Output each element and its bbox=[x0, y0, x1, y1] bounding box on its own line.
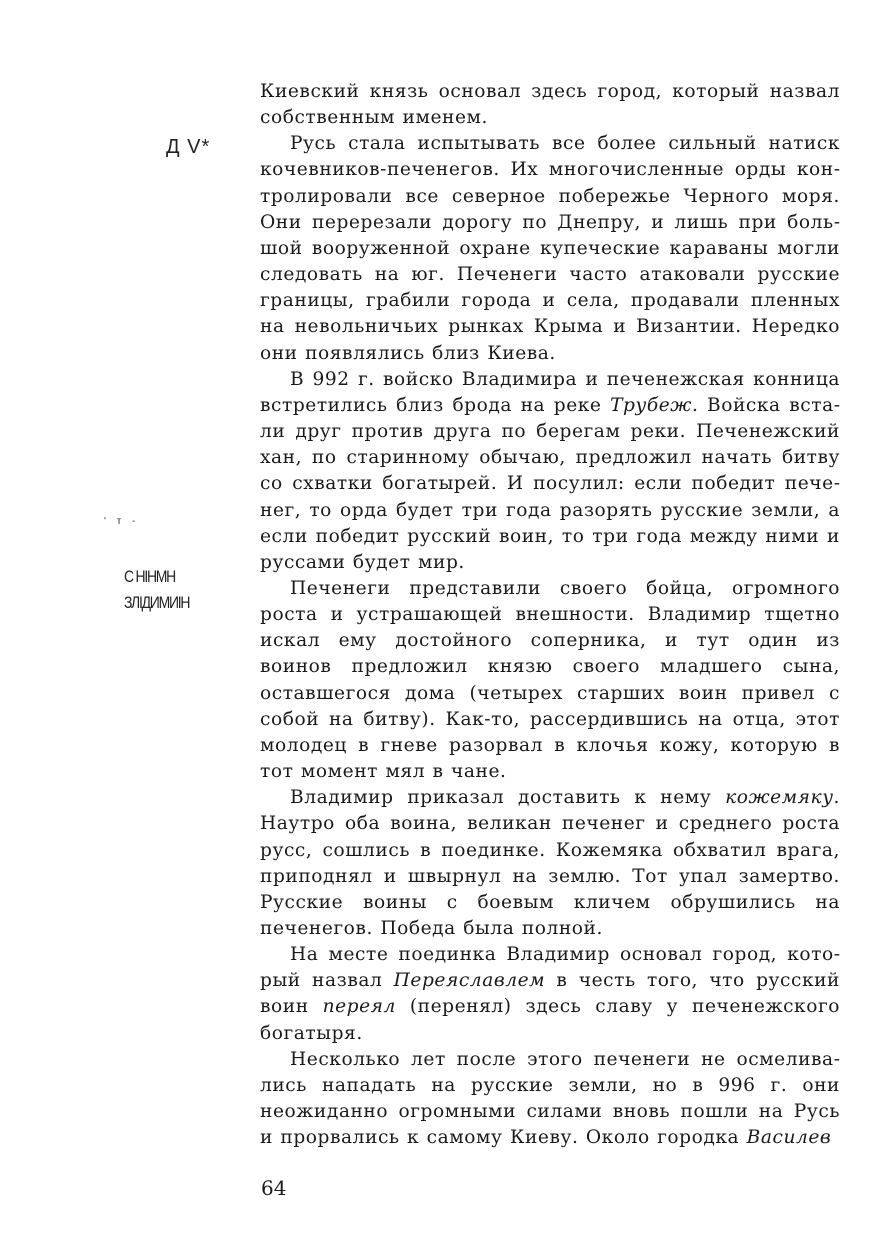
paragraph bbox=[260, 79, 840, 131]
left-margin bbox=[0, 0, 240, 1239]
italic-term: Василев bbox=[746, 1127, 832, 1149]
text-run: (перенял) здесь славу у печенежского богатыря. bbox=[260, 996, 841, 1044]
italic-term: Переяславлем bbox=[393, 970, 546, 992]
margin-mark: Д V* bbox=[166, 136, 211, 158]
margin-specks: ' т - bbox=[104, 516, 140, 527]
text-run: Войска встали друг против друга по берегам реки. Печенежский хан, по старинному обычаю, предложил начать битву со схватки богатырей. И посулил: если победит печенег, то орда будет три года разорять русские земли, а если победит русский воин, то три года между ними и руссами будет мир. bbox=[260, 394, 841, 573]
margin-note bbox=[124, 564, 219, 616]
margin-note-line: С НІНМН bbox=[124, 567, 176, 586]
text-run: Несколько лет после этого печенеги не осмеливались нападать на русские земли, но в 996 г. они неожиданно огромными силами вновь пошли на Русь и прорвались к самому Киеву. Около городка bbox=[260, 1048, 840, 1149]
paragraph bbox=[260, 131, 840, 366]
text-run: Наутро оба воина, великан печенег и среднего роста русс, сошлись в поединке. Кожемяка обхватил врага, приподнял и швырнул на землю. Тот упал замертво. Русские воины с боевым кличем обрушились на печенегов. Победа была полной. bbox=[260, 813, 840, 939]
text-run: На месте поединка Владимир основал город, который назвал bbox=[260, 944, 840, 992]
body-text bbox=[260, 79, 840, 1151]
text-run: Русь стала испытывать все более сильный натиск кочевников-печенегов. Их многочисленные орды контролировали все северное побережье Черного моря. Они перерезали дорогу по Днепру, и лишь при большой вооруженной охране купеческие караваны могли следовать на юг. Печенеги часто атаковали русские границы, грабили города и села, продавали пленных на невольничьих рынках Крыма и Византии. Нередко они появлялись близ Киева. bbox=[260, 133, 840, 364]
paragraph bbox=[260, 576, 840, 785]
paragraph bbox=[260, 942, 840, 1047]
text-run: Владимир приказал доставить к нему bbox=[290, 787, 726, 809]
text-run: Печенеги представили своего бойца, огромного роста и устрашающей внешности. Владимир тщетно искал ему достойного соперника, и тут один из воинов предложил князю своего младшего сына, оставшегося дома (четырех старших воин привел с собой на битву). Как-то, рассердившись на отца, этот молодец в гневе разорвал в клочья кожу, которую в тот момент мял в чане. bbox=[260, 577, 840, 783]
italic-term: кожемяку. bbox=[725, 787, 840, 809]
page-number: 64 bbox=[261, 1176, 287, 1200]
italic-term: Трубеж. bbox=[610, 394, 699, 416]
italic-term: переял bbox=[322, 996, 396, 1018]
text-run: в честь того, что русский воин bbox=[260, 970, 840, 1018]
paragraph bbox=[260, 785, 840, 942]
text-run: Киевский князь основал здесь город, который назвал собственным именем. bbox=[260, 81, 840, 129]
paragraph bbox=[260, 1047, 840, 1152]
margin-note-line: ЗЛІДИМИІН bbox=[124, 593, 190, 612]
paragraph bbox=[260, 367, 840, 576]
text-run: В 992 г. войско Владимира и печенежская конница встретились близ брода на реке bbox=[260, 368, 840, 416]
